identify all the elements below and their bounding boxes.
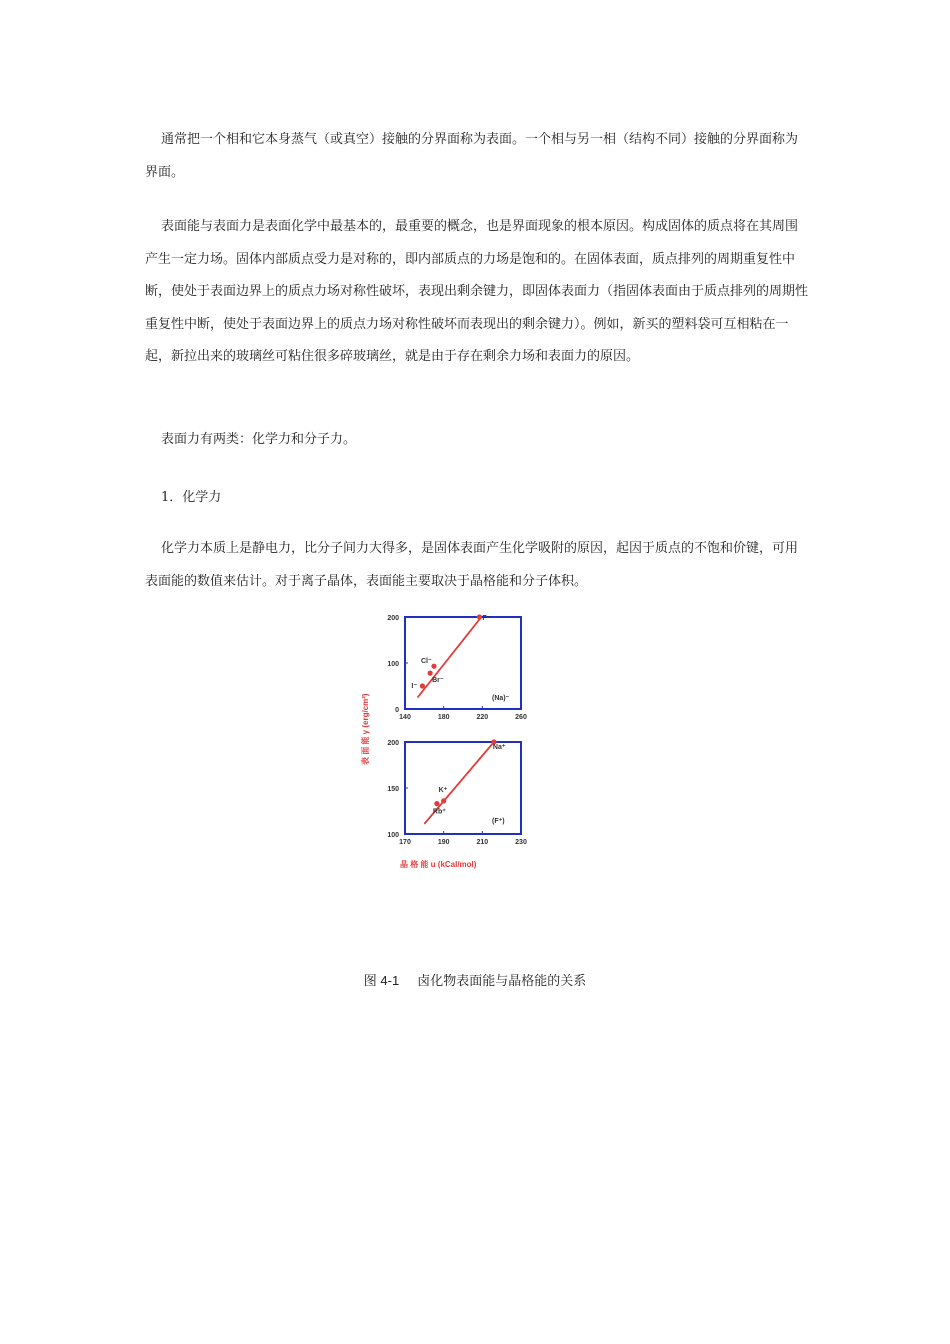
figure-caption: [0, 970, 950, 989]
figure-caption-text: 卤化物表面能与晶格能的关系: [417, 974, 587, 989]
data-point: [420, 683, 425, 688]
point-label: I⁻: [411, 683, 418, 690]
point-label: K⁺: [438, 786, 448, 794]
figure-halide-energy-chart: [355, 605, 555, 880]
y-tick-label: 200: [387, 740, 399, 747]
x-tick-label: 260: [515, 714, 527, 721]
chart-bottom-panel: [387, 739, 527, 846]
x-tick-label: 220: [476, 714, 489, 721]
point-label: Rb⁺: [432, 808, 446, 816]
x-tick-label: 190: [437, 839, 450, 846]
x-tick-label: 230: [515, 839, 527, 846]
data-point: [434, 801, 439, 806]
y-tick-label: 0: [395, 707, 399, 714]
data-point: [428, 671, 433, 676]
x-tick-label: 140: [399, 714, 411, 721]
section-heading-chemical-force: 1．化学力: [161, 490, 222, 505]
x-axis-label: 晶 格 能 u (kCal/mol): [400, 860, 477, 869]
x-tick-label: 210: [476, 839, 489, 846]
point-label: Na⁺: [492, 744, 506, 751]
y-tick-label: 150: [387, 786, 399, 793]
paragraph-chemical-force: 化学力本质上是静电力，比分子间力大得多，是固体表面产生化学吸附的原因，起因于质点的不饱和价键，可用表面能的数值来估计。对于离子晶体，表面能主要取决于晶格能和分子体积。: [145, 541, 799, 589]
chart-top-panel: [387, 614, 527, 721]
y-tick-label: 200: [387, 615, 399, 622]
x-tick-label: 180: [437, 714, 450, 721]
figure-number: 图 4-1: [363, 973, 400, 988]
data-point: [477, 614, 482, 619]
data-point: [441, 798, 446, 803]
y-tick-label: 100: [387, 661, 399, 668]
y-tick-label: 100: [387, 832, 399, 839]
panel-annotation: (Na)⁻: [492, 695, 510, 702]
data-point: [431, 664, 436, 669]
panel-annotation: (F⁺): [492, 818, 505, 825]
paragraph-surface-energy: 表面能与表面力是表面化学中最基本的，最重要的概念，也是界面现象的根本原因。构成固体的质点将在其周围产生一定力场。固体内部质点受力是对称的，即内部质点的力场是饱和的。在固体表面，质点排列的周期重复性中断，使处于表面边界上的质点力场对称性破坏，表现出剩余键力，即固体表面力（指固体表面由于质点排列的周期性重复性中断，使处于表面边界上的质点力场对称性破坏而表现出的剩余键力）。例如，新买的塑料袋可互相粘在一起，新拉出来的玻璃丝可粘住很多碎玻璃丝，就是由于存在剩余力场和表面力的原因。: [145, 219, 809, 364]
point-label: F⁻: [482, 615, 491, 622]
paragraph-surface-definition: 通常把一个相和它本身蒸气（或真空）接触的分界面称为表面。一个相与另一相（结构不同）接触的分界面称为界面。: [145, 132, 799, 180]
paragraph-surface-force-types: 表面力有两类：化学力和分子力。: [161, 432, 357, 447]
point-label: Cl⁻: [421, 658, 432, 666]
point-label: Br⁻: [432, 677, 444, 685]
y-axis-label: 表 面 能 γ (erg/cm²): [361, 693, 370, 765]
x-tick-label: 170: [399, 839, 411, 846]
